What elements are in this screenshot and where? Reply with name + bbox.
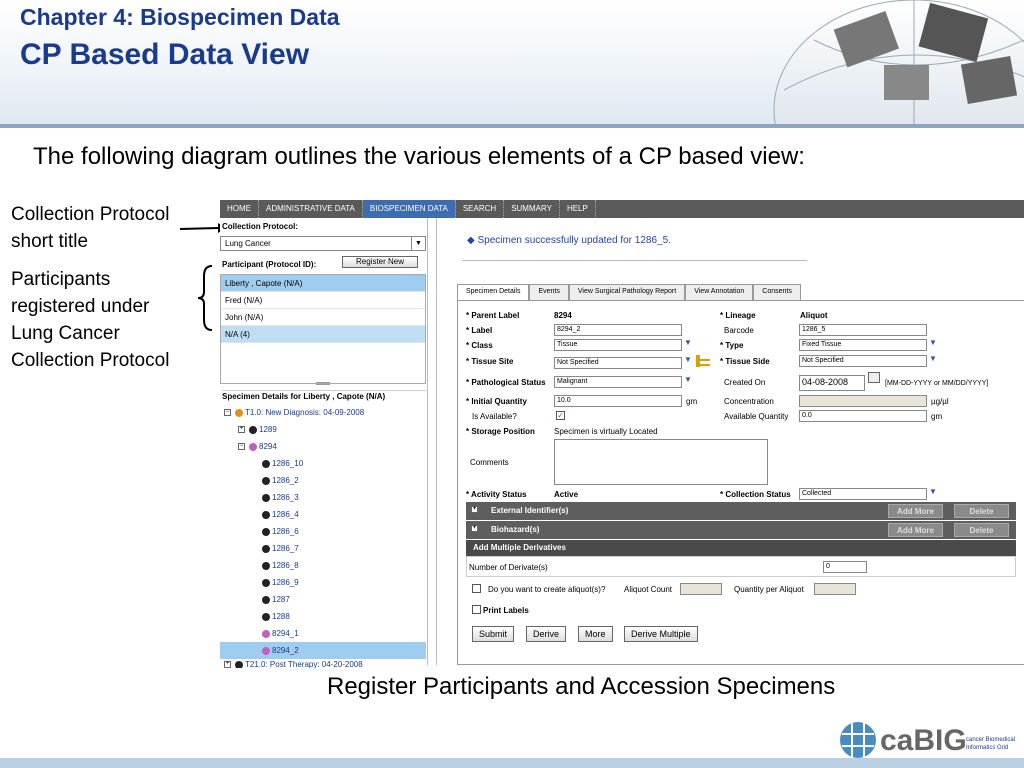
right-panel bbox=[436, 218, 1024, 665]
available-quantity-unit: gm bbox=[931, 412, 943, 421]
tree-node-label: 1286_6 bbox=[272, 527, 299, 536]
create-aliquot-label: Do you want to create aliquot(s)? bbox=[488, 585, 606, 594]
tree-node[interactable] bbox=[220, 404, 426, 421]
tab-pathology-report[interactable]: View Surgical Pathology Report bbox=[569, 284, 685, 300]
message-divider bbox=[462, 260, 807, 261]
cabig-logo-subtitle: cancer Biomedical Informatics Grid bbox=[966, 737, 1016, 751]
register-new-button[interactable]: Register New bbox=[342, 256, 418, 268]
tab-specimen-details[interactable]: Specimen Details bbox=[457, 284, 529, 300]
calendar-icon[interactable] bbox=[868, 372, 880, 383]
initial-quantity-input[interactable]: 10.0 bbox=[554, 395, 682, 407]
tab-consents[interactable]: Consents bbox=[753, 284, 801, 300]
derivatives-title: Add Multiple Derivatives bbox=[473, 543, 566, 552]
add-more-button[interactable]: Add More bbox=[888, 523, 943, 537]
nav-help[interactable]: HELP bbox=[560, 200, 596, 218]
specimen-icon bbox=[262, 494, 270, 502]
chevron-down-icon[interactable]: ▼ bbox=[684, 338, 692, 347]
tree-node[interactable] bbox=[220, 540, 426, 557]
tree-picker-icon[interactable] bbox=[696, 355, 712, 369]
pathological-status-label: * Pathological Status bbox=[466, 378, 546, 387]
participant-item[interactable]: N/A (4) bbox=[221, 326, 425, 343]
cp-label: Collection Protocol: bbox=[222, 222, 298, 231]
arrow-icon bbox=[178, 220, 226, 240]
nav-search[interactable]: SEARCH bbox=[456, 200, 504, 218]
nav-biospecimen[interactable]: BIOSPECIMEN DATA bbox=[363, 200, 456, 218]
tissue-site-select[interactable]: Not Specified bbox=[554, 357, 682, 369]
specimen-tree bbox=[220, 404, 426, 668]
header-divider bbox=[0, 124, 1024, 128]
expand-icon[interactable]: + bbox=[239, 426, 244, 433]
success-message-text: Specimen successfully updated for 1286_5. bbox=[477, 235, 671, 246]
tree-node-label: 1286_10 bbox=[272, 459, 304, 468]
participant-list bbox=[220, 274, 426, 384]
tissue-side-label: * Tissue Side bbox=[720, 357, 770, 366]
num-derivatives-label: Number of Derivate(s) bbox=[469, 563, 548, 572]
tree-node-label: T21.0: Post Therapy: 04-20-2008 bbox=[245, 660, 363, 668]
tree-node-label: T1.0: New Diagnosis: 04-09-2008 bbox=[245, 408, 365, 417]
specimen-details-header: Specimen Details for Liberty , Capote (N/A) bbox=[222, 390, 428, 401]
expand-icon[interactable]: + bbox=[472, 525, 477, 531]
specimen-icon bbox=[262, 613, 270, 621]
cabig-logo-text: caBIG bbox=[880, 724, 967, 757]
tree-node[interactable] bbox=[220, 523, 426, 540]
specimen-form bbox=[457, 300, 1024, 665]
activity-status-value: Active bbox=[554, 490, 579, 499]
left-panel bbox=[220, 218, 428, 668]
nav-administrative[interactable]: ADMINISTRATIVE DATA bbox=[259, 200, 363, 218]
expand-icon[interactable]: + bbox=[225, 661, 230, 668]
derive-button[interactable]: Derive bbox=[526, 626, 566, 642]
parent-label-label: * Parent Label bbox=[466, 311, 520, 320]
participant-label: Participant (Protocol ID): bbox=[222, 260, 317, 269]
derive-multiple-button[interactable]: Derive Multiple bbox=[624, 626, 698, 642]
event-icon bbox=[235, 409, 243, 417]
tree-node-label: 1286_3 bbox=[272, 493, 299, 502]
biohazard-label: Biohazard(s) bbox=[491, 525, 540, 534]
annotation-line: short title bbox=[11, 231, 89, 252]
slide-title: CP Based Data View bbox=[20, 38, 310, 71]
activity-status-label: * Activity Status bbox=[466, 490, 527, 499]
tree-node[interactable] bbox=[220, 506, 426, 523]
specimen-icon bbox=[262, 579, 270, 587]
barcode-input[interactable]: 1286_5 bbox=[799, 324, 927, 336]
tree-node-label: 1286_8 bbox=[272, 561, 299, 570]
chapter-title: Chapter 4: Biospecimen Data bbox=[20, 4, 340, 30]
comments-textarea[interactable] bbox=[554, 439, 768, 485]
collection-status-label: * Collection Status bbox=[720, 490, 791, 499]
collection-status-select[interactable]: Collected bbox=[799, 488, 927, 500]
delete-button[interactable]: Delete bbox=[954, 504, 1009, 518]
tree-node-label: 8294_1 bbox=[272, 629, 299, 638]
type-label: * Type bbox=[720, 341, 744, 350]
tree-node[interactable] bbox=[220, 455, 426, 472]
class-label: * Class bbox=[466, 341, 493, 350]
nav-summary[interactable]: SUMMARY bbox=[504, 200, 560, 218]
annotation-line: registered under bbox=[11, 296, 150, 317]
cp-select-value: Lung Cancer bbox=[225, 239, 271, 248]
quantity-per-aliquot-label: Quantity per Aliquot bbox=[734, 585, 804, 594]
specimen-icon bbox=[262, 562, 270, 570]
participant-item[interactable]: Liberty , Capote (N/A) bbox=[221, 275, 425, 292]
specimen-icon bbox=[262, 596, 270, 604]
specimen-icon bbox=[262, 545, 270, 553]
storage-position-label: * Storage Position bbox=[466, 427, 535, 436]
specimen-icon bbox=[262, 460, 270, 468]
quantity-per-aliquot-input[interactable] bbox=[814, 583, 856, 595]
footer-bar bbox=[0, 758, 1024, 768]
pathological-status-select[interactable]: Malignant bbox=[554, 376, 682, 388]
slide-caption: Register Participants and Accession Specimens bbox=[327, 673, 836, 700]
created-on-label: Created On bbox=[724, 378, 766, 387]
tab-events[interactable]: Events bbox=[529, 284, 568, 300]
tree-node[interactable] bbox=[220, 574, 426, 591]
type-select[interactable]: Fixed Tissue bbox=[799, 339, 927, 351]
barcode-label: Barcode bbox=[724, 326, 754, 335]
created-on-input[interactable]: 04-08-2008 bbox=[799, 375, 865, 391]
tree-node-label: 8294 bbox=[259, 442, 277, 451]
specimen-icon bbox=[249, 426, 257, 434]
event-icon bbox=[235, 661, 243, 668]
add-more-button[interactable]: Add More bbox=[888, 504, 943, 518]
concentration-label: Concentration bbox=[724, 397, 774, 406]
tree-node-label: 8294_2 bbox=[272, 646, 299, 655]
tree-node[interactable] bbox=[220, 472, 426, 489]
specimen-icon bbox=[262, 647, 270, 655]
tree-node-label: 1286_9 bbox=[272, 578, 299, 587]
tree-node-label: 1287 bbox=[272, 595, 290, 604]
annotation-cp-title bbox=[11, 201, 169, 255]
chevron-down-icon: ▼ bbox=[411, 237, 425, 250]
aliquot-count-input[interactable] bbox=[680, 583, 722, 595]
globe-graphic bbox=[724, 0, 1024, 124]
collapse-icon[interactable]: − bbox=[225, 409, 230, 416]
concentration-input[interactable] bbox=[799, 395, 927, 407]
tab-annotation[interactable]: View Annotation bbox=[685, 284, 753, 300]
submit-button[interactable]: Submit bbox=[472, 626, 514, 642]
delete-button[interactable]: Delete bbox=[954, 523, 1009, 537]
chevron-down-icon[interactable]: ▼ bbox=[929, 354, 937, 363]
lineage-label: * Lineage bbox=[720, 311, 756, 320]
chevron-down-icon[interactable]: ▼ bbox=[684, 375, 692, 384]
print-labels-label: Print Labels bbox=[483, 606, 529, 615]
success-message: ◆ Specimen successfully updated for 1286_5. bbox=[467, 235, 671, 246]
chevron-down-icon[interactable]: ▼ bbox=[929, 338, 937, 347]
more-button[interactable]: More bbox=[578, 626, 613, 642]
quantity-unit: gm bbox=[686, 397, 698, 406]
class-select[interactable]: Tissue bbox=[554, 339, 682, 351]
storage-position-value: Specimen is virtually Located bbox=[554, 427, 658, 436]
nav-home[interactable]: HOME bbox=[220, 200, 259, 218]
annotation-line: Collection Protocol bbox=[11, 204, 170, 225]
annotation-line: Collection Protocol bbox=[11, 350, 170, 371]
tree-node[interactable] bbox=[220, 608, 426, 625]
concentration-unit: µg/µl bbox=[931, 397, 949, 406]
date-format-hint: [MM-DD-YYYY or MM/DD/YYYY] bbox=[885, 380, 989, 387]
initial-quantity-label: * Initial Quantity bbox=[466, 397, 527, 406]
num-derivatives-input[interactable]: 0 bbox=[823, 561, 867, 573]
annotation-line: Lung Cancer bbox=[11, 323, 120, 344]
print-labels-checkbox[interactable] bbox=[472, 605, 481, 614]
tree-node[interactable] bbox=[220, 421, 426, 438]
tree-node-label: 1288 bbox=[272, 612, 290, 621]
comments-label: Comments bbox=[470, 458, 509, 467]
specimen-icon bbox=[262, 511, 270, 519]
specimen-icon bbox=[262, 477, 270, 485]
tree-node-label: 1286_2 bbox=[272, 476, 299, 485]
participant-item[interactable]: John (N/A) bbox=[221, 309, 425, 326]
chevron-down-icon[interactable]: ▼ bbox=[929, 487, 937, 496]
tree-node-label: 1286_4 bbox=[272, 510, 299, 519]
catissue-app bbox=[220, 200, 1024, 668]
chevron-down-icon[interactable]: ▼ bbox=[684, 355, 692, 364]
expand-icon[interactable]: + bbox=[472, 506, 477, 512]
biohazard-bar[interactable] bbox=[466, 521, 1016, 539]
lineage-value: Aliquot bbox=[800, 311, 828, 320]
specimen-icon bbox=[262, 630, 270, 638]
is-available-checkbox[interactable]: ✓ bbox=[557, 411, 564, 420]
tree-node[interactable] bbox=[220, 438, 426, 455]
is-available-label: Is Available? bbox=[472, 412, 517, 421]
annotation-line: Participants bbox=[11, 269, 111, 290]
label-input[interactable]: 8294_2 bbox=[554, 324, 682, 336]
aliquot-count-label: Aliquot Count bbox=[624, 585, 673, 594]
participant-item[interactable]: Fred (N/A) bbox=[221, 292, 425, 309]
splitter-handle[interactable] bbox=[316, 382, 330, 385]
derivatives-bar bbox=[466, 540, 1016, 556]
tree-node[interactable] bbox=[220, 591, 426, 608]
tree-node[interactable] bbox=[220, 625, 426, 642]
available-quantity-label: Available Quantity bbox=[724, 412, 789, 421]
brace-icon bbox=[196, 264, 216, 332]
parent-label-value: 8294 bbox=[554, 311, 572, 320]
create-aliquot-checkbox[interactable] bbox=[472, 584, 481, 593]
label-label: * Label bbox=[466, 326, 493, 335]
tissue-site-label: * Tissue Site bbox=[466, 357, 514, 366]
cp-select[interactable] bbox=[220, 236, 426, 251]
specimen-icon bbox=[262, 528, 270, 536]
external-identifier-bar[interactable] bbox=[466, 502, 1016, 520]
tissue-side-select[interactable]: Not Specified bbox=[799, 355, 927, 367]
external-identifier-label: External Identifier(s) bbox=[491, 506, 569, 515]
tree-node[interactable] bbox=[220, 642, 426, 659]
tree-node[interactable] bbox=[220, 489, 426, 506]
available-quantity-input[interactable]: 0.0 bbox=[799, 410, 927, 422]
derivatives-row bbox=[466, 556, 1016, 577]
tree-node-label: 1286_7 bbox=[272, 544, 299, 553]
tab-bar bbox=[457, 284, 801, 300]
tree-node-label: 1289 bbox=[259, 425, 277, 434]
tree-node[interactable] bbox=[220, 557, 426, 574]
annotation-participants bbox=[11, 266, 169, 374]
top-nav bbox=[220, 200, 1024, 218]
specimen-icon bbox=[249, 443, 257, 451]
tree-node[interactable] bbox=[220, 659, 426, 668]
intro-text: The following diagram outlines the various elements of a CP based view: bbox=[33, 143, 805, 170]
collapse-icon[interactable]: − bbox=[239, 443, 244, 450]
